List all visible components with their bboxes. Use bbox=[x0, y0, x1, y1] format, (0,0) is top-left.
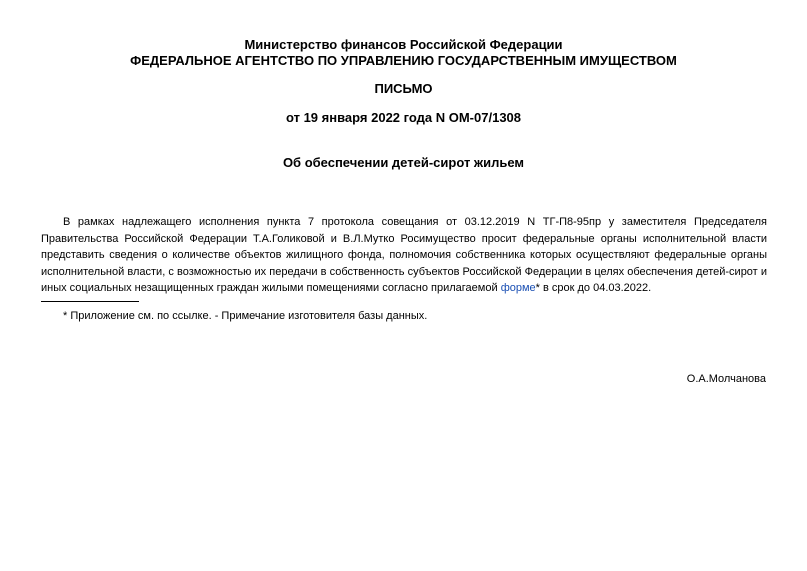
document-subject: Об обеспечении детей-сирот жильем bbox=[282, 155, 525, 170]
agency-title: ФЕДЕРАЛЬНОЕ АГЕНТСТВО ПО УПРАВЛЕНИЮ ГОСУДАРСТВЕННЫМ ИМУЩЕСТВОМ bbox=[130, 53, 677, 68]
footnote-divider bbox=[41, 301, 139, 302]
ministry-title: Министерство финансов Российской Федерации bbox=[244, 37, 563, 52]
paragraph-text-before-link: В рамках надлежащего исполнения пункта 7 протокола совещания от 03.12.2019 N ТГ-П8-95пр у заместителя Председателя Правительства Российской Федерации Т.А.Голиковой и В.Л.Мутко Росимущество просит федеральные органы исполнительной власти представить сведения о количестве объектов жилищного фонда, полномочия собственника которых осуществляют федеральные органы исполнительной власти, с возможностью их передачи в собственность субъектов Российской Федерации в целях обеспечения детей-сирот и иных социальных незащищенных граждан жилыми помещениями согласно прилагаемой bbox=[41, 216, 767, 294]
paragraph-text-after-link: * в срок до 04.03.2022. bbox=[535, 282, 652, 294]
signatory-name: О.А.Молчанова bbox=[686, 373, 766, 385]
letter-body-paragraph bbox=[41, 214, 767, 297]
attachment-form-link[interactable]: форме bbox=[500, 282, 536, 294]
footnote-text: * Приложение см. по ссылке. - Примечание изготовителя базы данных. bbox=[63, 310, 428, 322]
document-date-number: от 19 января 2022 года N ОМ-07/1308 bbox=[285, 110, 522, 125]
document-type: ПИСЬМО bbox=[374, 81, 433, 96]
